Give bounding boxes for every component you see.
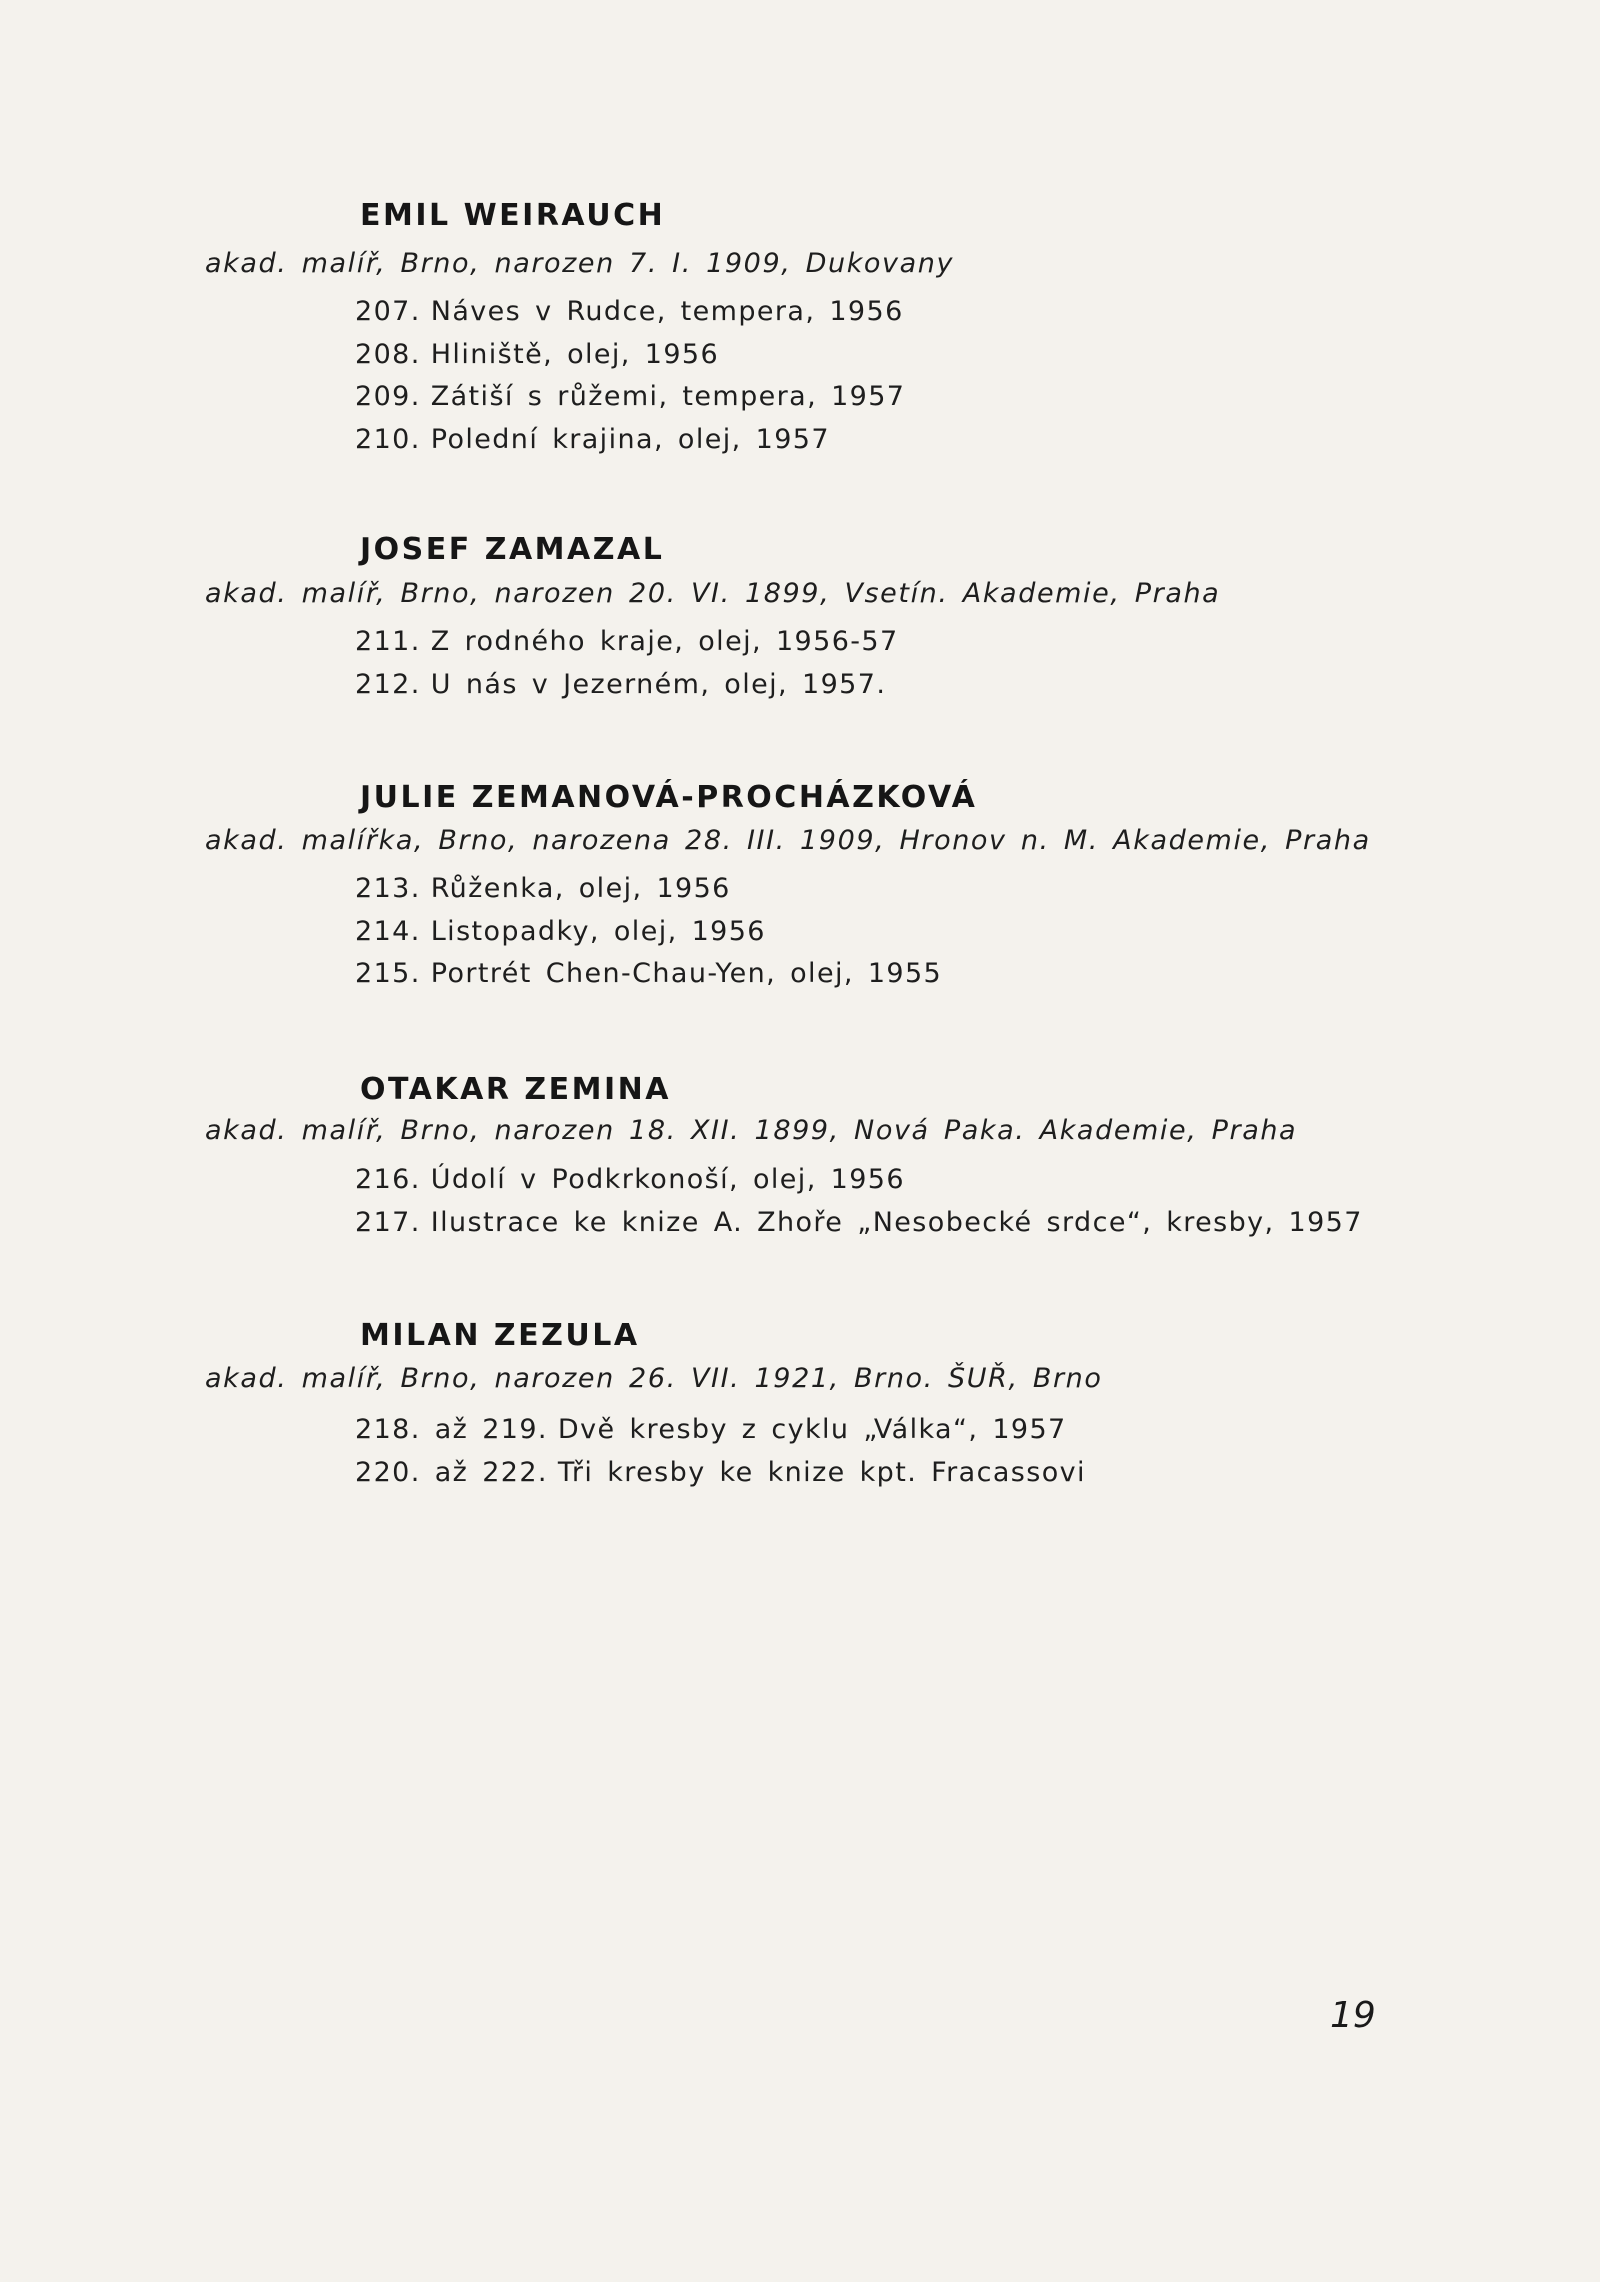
work-number: 218. až 219. <box>355 1414 548 1445</box>
work-item <box>355 1452 1086 1495</box>
work-number: 217. <box>355 1206 421 1238</box>
work-title: Tři kresby ke knize kpt. Fracassovi <box>557 1456 1086 1488</box>
work-number: 214. <box>355 915 421 947</box>
work-item <box>355 376 905 419</box>
work-item <box>355 911 942 954</box>
work-item <box>355 1202 1363 1245</box>
work-title: Portrét Chen-Chau-Yen, olej, 1955 <box>430 958 943 989</box>
work-item <box>355 334 905 377</box>
artist-info: akad. malířka, Brno, narozena 28. III. 1909, Hronov n. M. Akademie, Praha <box>205 825 1371 856</box>
artist-name: JOSEF ZAMAZAL <box>360 532 665 567</box>
work-item <box>355 953 942 996</box>
work-number: 210. <box>355 423 421 455</box>
artist-info: akad. malíř, Brno, narozen 18. XII. 1899, Nová Paka. Akademie, Praha <box>205 1115 1298 1146</box>
work-number: 208. <box>355 338 421 370</box>
work-item <box>355 664 899 707</box>
work-title: Polední krajina, olej, 1957 <box>430 423 830 455</box>
work-number: 212. <box>355 668 421 700</box>
work-title: Hliniště, olej, 1956 <box>430 338 720 370</box>
artist-name: MILAN ZEZULA <box>360 1318 640 1353</box>
work-title: Listopadky, olej, 1956 <box>430 915 766 947</box>
works-list <box>355 1159 1363 1244</box>
work-item <box>355 291 905 334</box>
artist-name: OTAKAR ZEMINA <box>360 1072 671 1107</box>
work-item <box>355 868 942 911</box>
page-number: 19 <box>1330 1995 1376 2036</box>
works-list <box>355 1409 1086 1494</box>
artist-info: akad. malíř, Brno, narozen 20. VI. 1899, Vsetín. Akademie, Praha <box>205 578 1221 609</box>
artist-name: JULIE ZEMANOVÁ-PROCHÁZKOVÁ <box>360 780 978 815</box>
work-title: Dvě kresby z cyklu „Válka“, 1957 <box>557 1414 1067 1445</box>
work-title: Náves v Rudce, tempera, 1956 <box>430 296 904 327</box>
work-number: 220. až 222. <box>355 1456 548 1488</box>
work-title: U nás v Jezerném, olej, 1957. <box>430 668 887 700</box>
work-item <box>355 1159 1363 1202</box>
work-number: 209. <box>355 381 421 412</box>
work-item <box>355 621 899 664</box>
artist-name: EMIL WEIRAUCH <box>360 198 666 233</box>
work-item <box>355 419 905 462</box>
work-number: 213. <box>355 873 421 904</box>
work-number: 215. <box>355 958 421 989</box>
work-number: 216. <box>355 1164 421 1195</box>
works-list <box>355 868 942 996</box>
works-list <box>355 621 899 706</box>
work-title: Růženka, olej, 1956 <box>430 873 731 904</box>
work-title: Údolí v Podkrkonoší, olej, 1956 <box>430 1164 905 1195</box>
artist-info: akad. malíř, Brno, narozen 7. I. 1909, Dukovany <box>205 248 955 279</box>
work-title: Ilustrace ke knize A. Zhoře „Nesobecké srdce“, kresby, 1957 <box>430 1206 1363 1238</box>
work-item <box>355 1409 1086 1452</box>
work-number: 211. <box>355 626 421 657</box>
artist-info: akad. malíř, Brno, narozen 26. VII. 1921, Brno. ŠUŘ, Brno <box>205 1363 1103 1394</box>
work-title: Zátiší s růžemi, tempera, 1957 <box>430 381 906 412</box>
work-title: Z rodného kraje, olej, 1956-57 <box>430 626 899 657</box>
work-number: 207. <box>355 296 421 327</box>
works-list <box>355 291 905 461</box>
